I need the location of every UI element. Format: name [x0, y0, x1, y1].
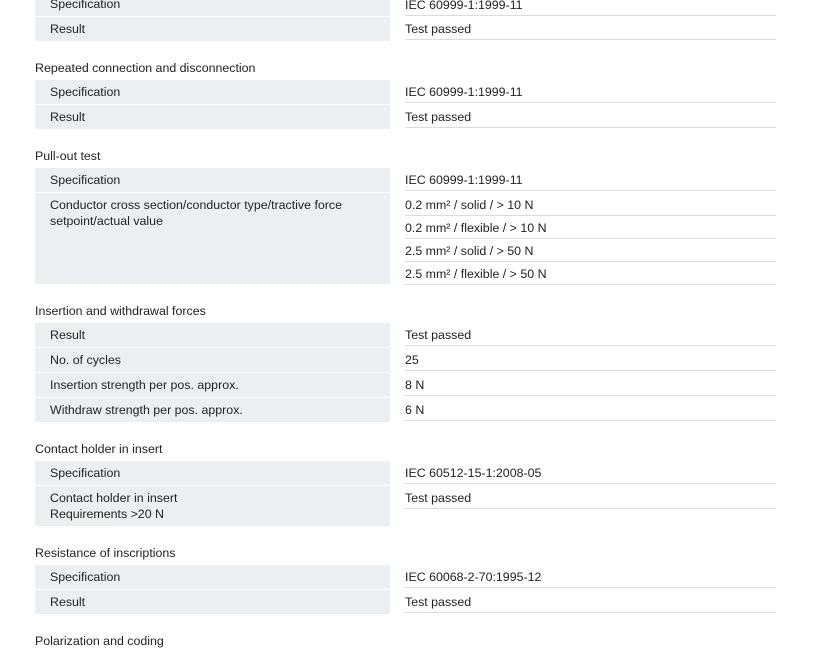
section-title: Repeated connection and disconnection: [35, 61, 256, 75]
spec-label-line: No. of cycles: [50, 353, 121, 367]
spec-value: IEC 60512-15-1:2008-05: [405, 461, 776, 484]
section-title: Contact holder in insert: [35, 442, 163, 456]
spec-label-line: Specification: [50, 466, 121, 480]
spec-value: 0.2 mm² / flexible / > 10 N: [405, 216, 776, 239]
spec-values: [405, 168, 776, 193]
spec-label-line: Result: [50, 328, 86, 342]
spec-label: [35, 565, 390, 590]
spec-values: [405, 17, 776, 42]
spec-row: [35, 323, 776, 348]
spec-value: 0.2 mm² / solid / > 10 N: [405, 193, 776, 216]
spec-values: [405, 80, 776, 105]
spec-label-line: Result: [50, 110, 86, 124]
spec-label: [35, 0, 390, 17]
spec-row: [35, 0, 776, 17]
spec-label: [35, 486, 390, 527]
spec-label-line: Contact holder in insert: [50, 491, 178, 505]
spec-label: [35, 17, 390, 42]
spec-row: [35, 373, 776, 398]
spec-value: Test passed: [405, 323, 776, 346]
spec-value: IEC 60999-1:1999-11: [405, 80, 776, 103]
spec-label-line: Withdraw strength per pos. approx.: [50, 403, 243, 417]
spec-row: [35, 590, 776, 615]
spec-label: [35, 80, 390, 105]
spec-label-line: Specification: [50, 173, 121, 187]
spec-value: 25: [405, 348, 776, 371]
spec-values: [405, 105, 776, 130]
section-title: Insertion and withdrawal forces: [35, 304, 206, 318]
spec-row: [35, 348, 776, 373]
spec-label: [35, 168, 390, 193]
spec-row: [35, 17, 776, 42]
section-title: Resistance of inscriptions: [35, 546, 176, 560]
spec-section: [35, 0, 776, 42]
spec-row: [35, 80, 776, 105]
spec-values: [405, 348, 776, 373]
spec-values: [405, 323, 776, 348]
spec-label: [35, 348, 390, 373]
spec-values: [405, 486, 776, 527]
spec-row: [35, 565, 776, 590]
section-title: Polarization and coding: [35, 634, 164, 648]
spec-label: [35, 193, 390, 285]
spec-label: [35, 323, 390, 348]
spec-label-line: Insertion strength per pos. approx.: [50, 378, 239, 392]
spec-section: [35, 527, 776, 615]
spec-label: [35, 398, 390, 423]
spec-section: [35, 615, 776, 649]
spec-label-line: Specification: [50, 85, 121, 99]
spec-label-line: setpoint/actual value: [50, 214, 163, 228]
spec-value: IEC 60068-2-70:1995-12: [405, 565, 776, 588]
spec-row: [35, 168, 776, 193]
spec-values: [405, 373, 776, 398]
spec-label-line: Requirements >20 N: [50, 507, 164, 521]
spec-label-line: Specification: [50, 0, 121, 11]
spec-label-line: Result: [50, 22, 86, 36]
spec-value: Test passed: [405, 590, 776, 613]
spec-row: [35, 486, 776, 527]
spec-label-line: Conductor cross section/conductor type/tractive force: [50, 198, 343, 212]
spec-label: [35, 590, 390, 615]
spec-section: [35, 285, 776, 423]
spec-label: [35, 105, 390, 130]
spec-values: [405, 0, 776, 17]
spec-values: [405, 565, 776, 590]
section-title: Pull-out test: [35, 149, 101, 163]
spec-section: [35, 42, 776, 130]
spec-value: 2.5 mm² / flexible / > 50 N: [405, 262, 776, 285]
spec-values: [405, 590, 776, 615]
spec-value: Test passed: [405, 105, 776, 128]
spec-value: 6 N: [405, 398, 776, 421]
spec-label: [35, 373, 390, 398]
spec-row: [35, 105, 776, 130]
spec-values: [405, 193, 776, 285]
spec-section: [35, 423, 776, 527]
spec-values: [405, 461, 776, 486]
spec-values: [405, 398, 776, 423]
spec-value: IEC 60999-1:1999-11: [405, 168, 776, 191]
spec-value: 2.5 mm² / solid / > 50 N: [405, 239, 776, 262]
spec-label-line: Specification: [50, 570, 121, 584]
spec-row: [35, 398, 776, 423]
spec-value: IEC 60999-1:1999-11: [405, 0, 776, 16]
spec-value: 8 N: [405, 373, 776, 396]
spec-row: [35, 193, 776, 285]
spec-label: [35, 461, 390, 486]
spec-label-line: Result: [50, 595, 86, 609]
spec-section: [35, 130, 776, 285]
spec-value: Test passed: [405, 486, 776, 509]
spec-row: [35, 461, 776, 486]
spec-value: Test passed: [405, 17, 776, 40]
